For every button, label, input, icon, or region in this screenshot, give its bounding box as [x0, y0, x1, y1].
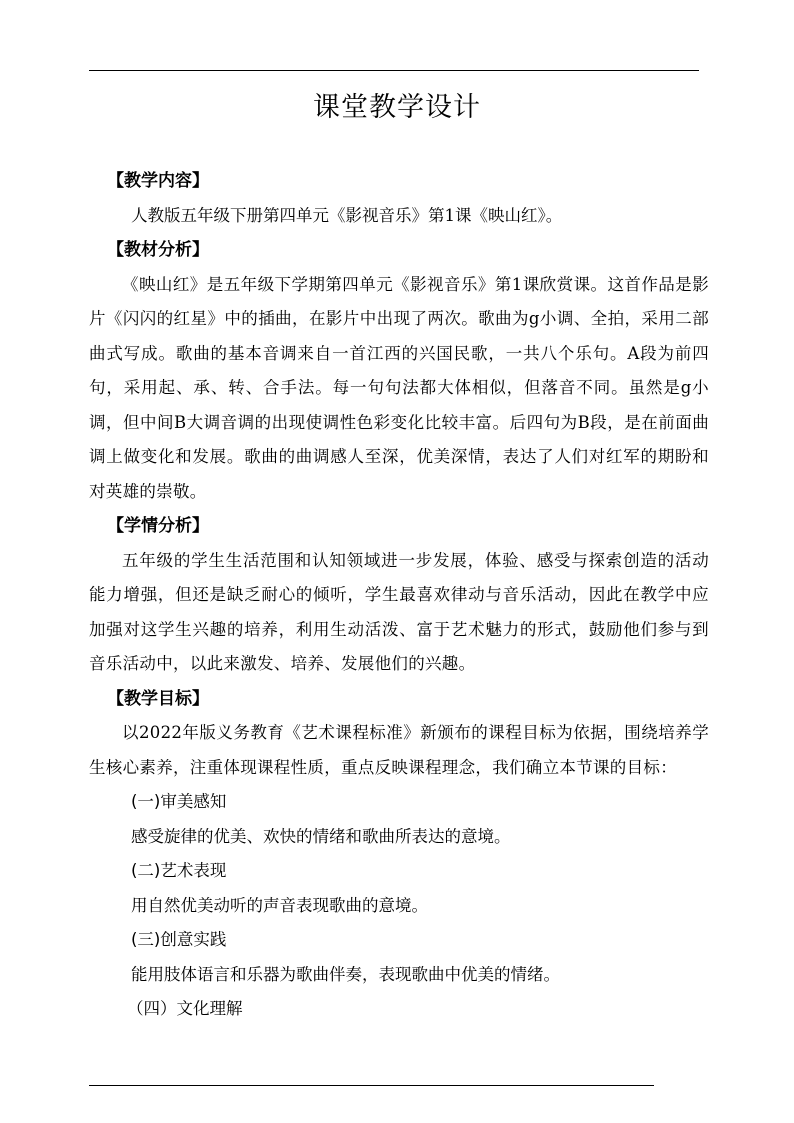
goal-label-culture: （四）文化理解	[127, 999, 243, 1018]
goal-label-expression: (二)艺术表现	[131, 861, 227, 880]
section-heading-material: 【教材分析】	[107, 240, 209, 260]
goal-label-aesthetic: (一)审美感知	[131, 792, 227, 811]
page-title: 课堂教学设计	[313, 92, 481, 123]
goal-text-practice: 能用肢体语言和乐器为歌曲伴奏，表现歌曲中优美的情绪。	[131, 964, 560, 984]
document-body	[89, 164, 709, 1027]
section-heading-content: 【教学内容】	[107, 171, 209, 191]
footer-rule	[89, 1085, 654, 1086]
section-heading-students: 【学情分析】	[107, 516, 209, 536]
goal-text-expression: 用自然优美动听的声音表现歌曲的意境。	[131, 895, 428, 915]
section-body-material: 《映山红》是五年级下学期第四单元《影视音乐》第1课欣赏课。这首作品是影片《闪闪的红星》中的插曲，在影片中出现了两次。歌曲为g小调、全拍，采用二部曲式写成。歌曲的基本音调来自一首江西的兴国民歌，一共八个乐句。A段为前四句，采用起、承、转、合手法。每一句句法都大体相似，但落音不同。虽然是g小调，但中间B大调音调的出现使调性色彩变化比较丰富。后四句为B段，是在前面曲调上做变化和发展。歌曲的曲调感人至深，优美深情，表达了人们对红军的期盼和对英雄的崇敬。	[89, 274, 709, 501]
section-heading-goals: 【教学目标】	[107, 688, 209, 709]
section-body-students: 五年级的学生生活范围和认知领域进一步发展，体验、感受与探索创造的活动能力增强，但还是缺乏耐心的倾听，学生最喜欢律动与音乐活动，因此在教学中应加强对这学生兴趣的培养，利用生动活泼、富于艺术魅力的形式，鼓励他们参与到音乐活动中，以此来激发、培养、发展他们的兴趣。	[89, 550, 709, 673]
section-body-goals: 以2022年版义务教育《艺术课程标准》新颁布的课程目标为依据，围绕培养学生核心素养，注重体现课程性质，重点反映课程理念，我们确立本节课的目标：	[89, 723, 709, 777]
goal-text-aesthetic: 感受旋律的优美、欢快的情绪和歌曲所表达的意境。	[131, 826, 511, 846]
header-rule	[89, 70, 699, 71]
section-body-content: 人教版五年级下册第四单元《影视音乐》第1课《映山红》。	[131, 205, 563, 225]
goal-label-practice: (三)创意实践	[131, 930, 227, 949]
